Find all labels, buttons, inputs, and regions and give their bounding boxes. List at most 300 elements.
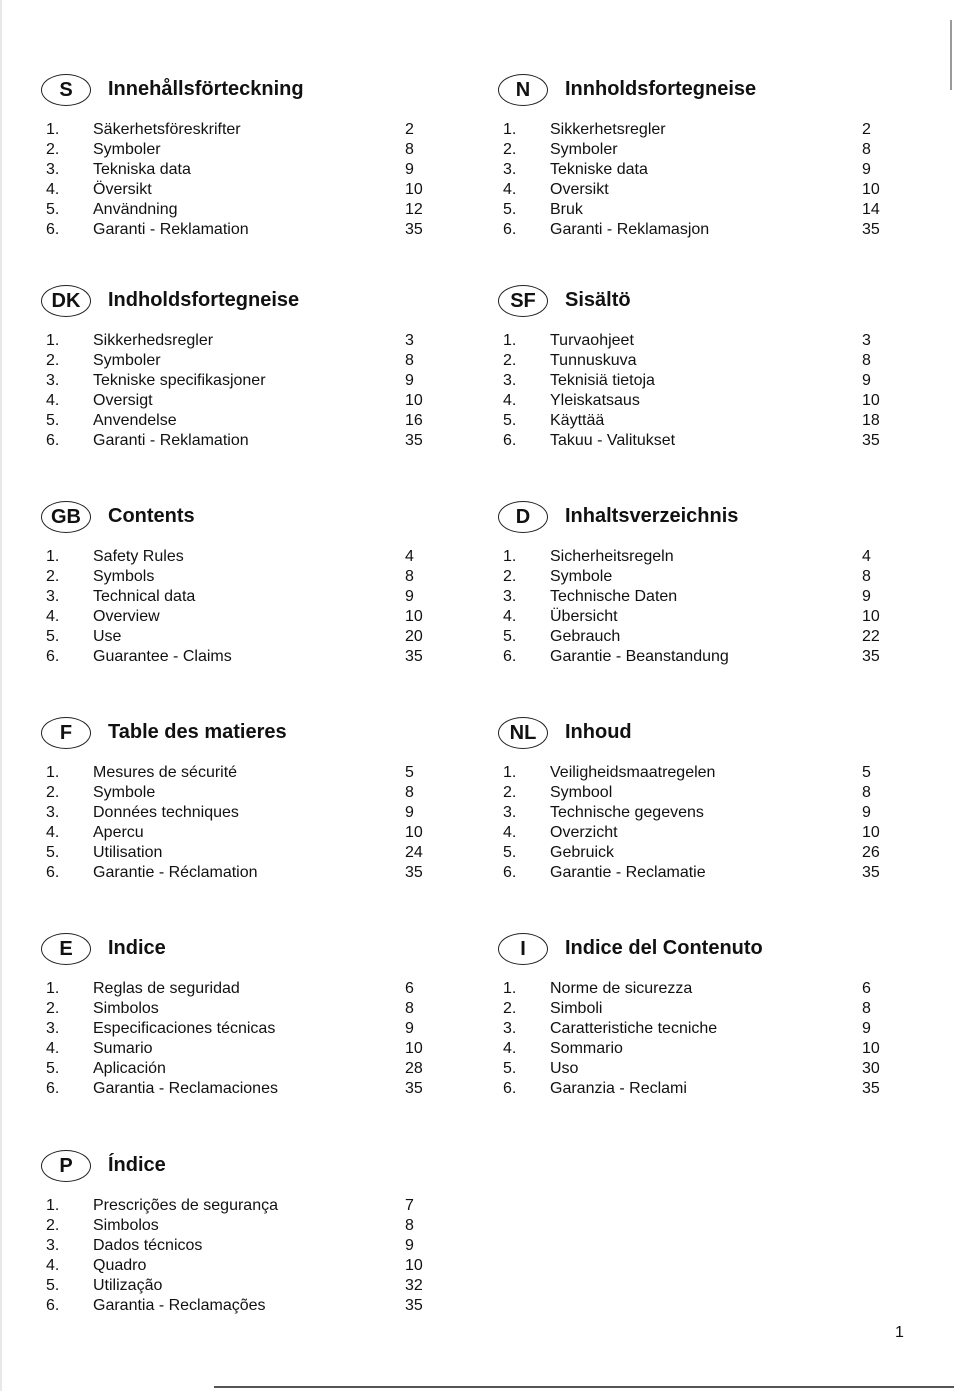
item-label: Användning <box>93 201 178 218</box>
item-page: 8 <box>862 568 871 585</box>
section-title: Indholdsfortegneise <box>108 289 300 311</box>
item-number: 6. <box>46 1080 60 1097</box>
section-title: Innholdsfortegneise <box>565 78 757 100</box>
item-page: 9 <box>862 161 871 178</box>
item-page: 9 <box>862 372 871 389</box>
item-number: 5. <box>46 844 60 861</box>
item-label: Turvaohjeet <box>550 332 634 349</box>
item-label: Données techniques <box>93 804 239 821</box>
item-page: 7 <box>405 1197 414 1214</box>
toc-row <box>498 1019 938 1039</box>
toc-row <box>498 220 938 240</box>
item-page: 3 <box>862 332 871 349</box>
item-label: Översikt <box>93 181 152 198</box>
item-label: Utilisation <box>93 844 163 861</box>
item-label: Garantie - Reclamatie <box>550 864 706 881</box>
section-header <box>41 933 481 973</box>
item-number: 5. <box>46 1277 60 1294</box>
item-label: Apercu <box>93 824 144 841</box>
item-label: Simboli <box>550 1000 603 1017</box>
item-page: 9 <box>862 1020 871 1037</box>
section-header <box>41 1150 481 1190</box>
item-page: 2 <box>862 121 871 138</box>
section-header <box>41 717 481 757</box>
toc-row <box>41 1039 481 1059</box>
section-title: Inhaltsverzeichnis <box>565 505 739 527</box>
item-number: 4. <box>46 1040 60 1057</box>
item-number: 1. <box>46 764 60 781</box>
page-bottom-rule <box>214 1386 954 1388</box>
item-page: 22 <box>862 628 880 645</box>
toc-row <box>41 411 481 431</box>
toc-row <box>498 351 938 371</box>
toc-row <box>498 371 938 391</box>
toc-row <box>41 1059 481 1079</box>
item-label: Säkerhetsföreskrifter <box>93 121 241 138</box>
toc-row <box>41 120 481 140</box>
toc-row <box>498 783 938 803</box>
item-number: 3. <box>503 588 517 605</box>
toc-row <box>498 979 938 999</box>
item-page: 8 <box>405 352 414 369</box>
item-number: 2. <box>503 352 517 369</box>
item-label: Tekniske specifikasjoner <box>93 372 266 389</box>
item-label: Sumario <box>93 1040 153 1057</box>
language-badge: NL <box>498 717 548 749</box>
item-number: 1. <box>503 121 517 138</box>
item-page: 32 <box>405 1277 423 1294</box>
language-badge: E <box>41 933 91 965</box>
toc-list <box>498 547 938 667</box>
item-page: 10 <box>405 392 423 409</box>
item-page: 5 <box>405 764 414 781</box>
item-number: 6. <box>503 432 517 449</box>
toc-row <box>498 411 938 431</box>
toc-row <box>41 1196 481 1216</box>
item-label: Dados técnicos <box>93 1237 203 1254</box>
toc-row <box>498 627 938 647</box>
item-label: Garantia - Reclamações <box>93 1297 266 1314</box>
language-badge: I <box>498 933 548 965</box>
section-header <box>41 501 481 541</box>
toc-row <box>41 1236 481 1256</box>
item-number: 4. <box>503 181 517 198</box>
item-page: 8 <box>862 784 871 801</box>
page-edge-left <box>0 0 2 1391</box>
toc-row <box>498 160 938 180</box>
toc-row <box>41 863 481 883</box>
language-badge: D <box>498 501 548 533</box>
toc-row <box>498 567 938 587</box>
item-number: 3. <box>46 1237 60 1254</box>
item-label: Symbole <box>550 568 613 585</box>
item-number: 5. <box>46 628 60 645</box>
toc-row <box>41 160 481 180</box>
item-number: 5. <box>503 201 517 218</box>
item-page: 35 <box>862 1080 880 1097</box>
item-page: 10 <box>862 608 880 625</box>
toc-row <box>498 431 938 451</box>
item-number: 4. <box>503 824 517 841</box>
item-number: 1. <box>46 121 60 138</box>
item-number: 4. <box>46 392 60 409</box>
language-badge: GB <box>41 501 91 533</box>
item-label: Sikkerhedsregler <box>93 332 214 349</box>
item-page: 8 <box>862 352 871 369</box>
toc-list <box>41 763 481 883</box>
section-title: Sisältö <box>565 289 631 311</box>
toc-row <box>498 607 938 627</box>
item-number: 6. <box>46 864 60 881</box>
item-number: 3. <box>503 161 517 178</box>
toc-row <box>41 180 481 200</box>
item-page: 8 <box>405 1217 414 1234</box>
item-label: Sikkerhetsregler <box>550 121 666 138</box>
item-label: Garantie - Réclamation <box>93 864 258 881</box>
item-number: 3. <box>46 161 60 178</box>
item-label: Symboler <box>93 141 161 158</box>
item-number: 3. <box>503 1020 517 1037</box>
language-badge: S <box>41 74 91 106</box>
item-page: 35 <box>405 648 423 665</box>
item-label: Caratteristiche tecniche <box>550 1020 718 1037</box>
item-number: 5. <box>46 1060 60 1077</box>
toc-row <box>498 843 938 863</box>
item-label: Overzicht <box>550 824 618 841</box>
item-number: 1. <box>503 548 517 565</box>
language-badge: F <box>41 717 91 749</box>
item-page: 8 <box>405 568 414 585</box>
item-page: 8 <box>862 1000 871 1017</box>
item-label: Garanti - Reklamation <box>93 432 249 449</box>
item-number: 3. <box>46 804 60 821</box>
toc-row <box>498 391 938 411</box>
item-number: 5. <box>503 1060 517 1077</box>
language-badge: N <box>498 74 548 106</box>
language-badge: SF <box>498 285 548 317</box>
item-page: 20 <box>405 628 423 645</box>
item-label: Symboler <box>93 352 161 369</box>
toc-row <box>41 567 481 587</box>
toc-row <box>41 607 481 627</box>
item-number: 2. <box>503 784 517 801</box>
item-label: Safety Rules <box>93 548 184 565</box>
toc-section-4 <box>41 501 481 665</box>
item-number: 2. <box>503 1000 517 1017</box>
toc-list <box>41 979 481 1099</box>
toc-list <box>498 120 938 240</box>
item-page: 16 <box>405 412 423 429</box>
page-number: 1 <box>895 1324 904 1341</box>
item-label: Übersicht <box>550 608 618 625</box>
item-number: 2. <box>503 141 517 158</box>
item-number: 2. <box>503 568 517 585</box>
item-number: 1. <box>503 764 517 781</box>
item-number: 1. <box>46 1197 60 1214</box>
item-label: Technische Daten <box>550 588 678 605</box>
section-header <box>498 717 938 757</box>
toc-section-7 <box>498 717 938 881</box>
item-number: 6. <box>46 432 60 449</box>
toc-row <box>498 823 938 843</box>
toc-section-10 <box>41 1150 481 1314</box>
toc-row <box>498 180 938 200</box>
item-number: 4. <box>503 608 517 625</box>
item-page: 35 <box>862 648 880 665</box>
item-page: 10 <box>405 181 423 198</box>
item-label: Garantie - Beanstandung <box>550 648 729 665</box>
item-page: 30 <box>862 1060 880 1077</box>
toc-row <box>41 371 481 391</box>
item-page: 35 <box>405 1080 423 1097</box>
item-label: Simbolos <box>93 1217 159 1234</box>
item-label: Technical data <box>93 588 196 605</box>
item-label: Oversikt <box>550 181 609 198</box>
toc-row <box>41 843 481 863</box>
toc-row <box>41 1256 481 1276</box>
section-header <box>41 285 481 325</box>
item-number: 2. <box>46 141 60 158</box>
toc-row <box>498 587 938 607</box>
item-number: 4. <box>503 1040 517 1057</box>
toc-row <box>41 647 481 667</box>
item-number: 4. <box>46 1257 60 1274</box>
item-number: 1. <box>503 332 517 349</box>
item-number: 4. <box>46 608 60 625</box>
item-page: 6 <box>862 980 871 997</box>
section-title: Innehållsförteckning <box>108 78 304 100</box>
item-label: Garanti - Reklamasjon <box>550 221 710 238</box>
toc-section-6 <box>41 717 481 881</box>
item-label: Reglas de seguridad <box>93 980 240 997</box>
item-page: 35 <box>405 864 423 881</box>
item-number: 2. <box>46 1217 60 1234</box>
section-title: Indice del Contenuto <box>565 937 763 959</box>
toc-row <box>498 140 938 160</box>
item-label: Aplicación <box>93 1060 166 1077</box>
toc-row <box>41 547 481 567</box>
toc-section-9 <box>498 933 938 1097</box>
toc-row <box>41 999 481 1019</box>
item-number: 5. <box>46 201 60 218</box>
item-label: Utilização <box>93 1277 163 1294</box>
item-page: 28 <box>405 1060 423 1077</box>
item-label: Sicherheitsregeln <box>550 548 674 565</box>
item-page: 24 <box>405 844 423 861</box>
item-number: 1. <box>46 548 60 565</box>
item-label: Symboler <box>550 141 618 158</box>
item-page: 10 <box>862 1040 880 1057</box>
section-title: Table des matieres <box>108 721 287 743</box>
toc-row <box>498 547 938 567</box>
item-page: 9 <box>405 1237 414 1254</box>
item-number: 1. <box>46 980 60 997</box>
toc-list <box>498 763 938 883</box>
language-badge: DK <box>41 285 91 317</box>
section-title: Contents <box>108 505 195 527</box>
toc-row <box>41 200 481 220</box>
toc-row <box>41 1079 481 1099</box>
toc-row <box>498 647 938 667</box>
toc-row <box>498 763 938 783</box>
item-page: 9 <box>405 804 414 821</box>
item-page: 4 <box>862 548 871 565</box>
item-number: 6. <box>46 1297 60 1314</box>
item-number: 4. <box>503 392 517 409</box>
toc-row <box>41 1276 481 1296</box>
item-page: 10 <box>405 824 423 841</box>
item-number: 5. <box>503 628 517 645</box>
item-number: 1. <box>46 332 60 349</box>
page-edge-right <box>950 20 952 90</box>
section-title: Inhoud <box>565 721 632 743</box>
toc-row <box>498 999 938 1019</box>
toc-list <box>498 979 938 1099</box>
item-page: 10 <box>862 181 880 198</box>
toc-row <box>41 140 481 160</box>
item-label: Guarantee - Claims <box>93 648 232 665</box>
item-page: 8 <box>405 1000 414 1017</box>
item-page: 26 <box>862 844 880 861</box>
toc-list <box>41 547 481 667</box>
item-label: Garanti - Reklamation <box>93 221 249 238</box>
item-label: Tunnuskuva <box>550 352 637 369</box>
item-page: 9 <box>862 588 871 605</box>
item-label: Sommario <box>550 1040 623 1057</box>
toc-row <box>41 763 481 783</box>
toc-list <box>41 120 481 240</box>
toc-row <box>41 1296 481 1316</box>
section-header <box>41 74 481 114</box>
item-number: 4. <box>46 824 60 841</box>
toc-section-2 <box>41 285 481 449</box>
item-number: 6. <box>46 648 60 665</box>
toc-row <box>41 587 481 607</box>
item-label: Tekniska data <box>93 161 191 178</box>
item-label: Mesures de sécurité <box>93 764 238 781</box>
item-page: 8 <box>862 141 871 158</box>
item-page: 6 <box>405 980 414 997</box>
item-number: 3. <box>503 372 517 389</box>
item-page: 35 <box>862 864 880 881</box>
item-label: Anvendelse <box>93 412 177 429</box>
item-label: Käyttää <box>550 412 605 429</box>
item-page: 9 <box>405 161 414 178</box>
toc-section-0 <box>41 74 481 238</box>
item-number: 6. <box>503 864 517 881</box>
toc-row <box>41 431 481 451</box>
item-page: 8 <box>405 141 414 158</box>
section-title: Índice <box>108 1154 166 1176</box>
item-page: 8 <box>405 784 414 801</box>
item-page: 12 <box>405 201 423 218</box>
item-page: 35 <box>405 432 423 449</box>
section-header <box>498 501 938 541</box>
item-label: Veiligheidsmaatregelen <box>550 764 716 781</box>
item-page: 10 <box>405 1257 423 1274</box>
item-page: 10 <box>862 824 880 841</box>
item-number: 5. <box>503 412 517 429</box>
item-label: Symbool <box>550 784 613 801</box>
item-page: 35 <box>405 221 423 238</box>
toc-row <box>41 1019 481 1039</box>
item-label: Garantia - Reclamaciones <box>93 1080 278 1097</box>
item-number: 2. <box>46 568 60 585</box>
item-number: 6. <box>46 221 60 238</box>
item-label: Especificaciones técnicas <box>93 1020 276 1037</box>
item-page: 10 <box>405 608 423 625</box>
item-label: Gebruick <box>550 844 615 861</box>
item-page: 9 <box>405 372 414 389</box>
item-label: Teknisiä tietoja <box>550 372 655 389</box>
item-label: Symbole <box>93 784 156 801</box>
item-number: 3. <box>503 804 517 821</box>
item-number: 3. <box>46 1020 60 1037</box>
section-header <box>498 74 938 114</box>
item-number: 5. <box>46 412 60 429</box>
section-header <box>498 285 938 325</box>
item-page: 18 <box>862 412 880 429</box>
item-label: Simbolos <box>93 1000 159 1017</box>
toc-section-1 <box>498 74 938 238</box>
toc-row <box>41 979 481 999</box>
toc-row <box>41 1216 481 1236</box>
item-label: Norme de sicurezza <box>550 980 693 997</box>
item-number: 6. <box>503 648 517 665</box>
item-label: Garanzia - Reclami <box>550 1080 687 1097</box>
toc-list <box>41 1196 481 1316</box>
item-number: 2. <box>46 352 60 369</box>
toc-row <box>498 1079 938 1099</box>
toc-row <box>41 627 481 647</box>
item-page: 35 <box>405 1297 423 1314</box>
item-number: 3. <box>46 588 60 605</box>
toc-row <box>41 351 481 371</box>
item-page: 4 <box>405 548 414 565</box>
section-header <box>498 933 938 973</box>
item-label: Gebrauch <box>550 628 621 645</box>
item-page: 35 <box>862 432 880 449</box>
item-number: 4. <box>46 181 60 198</box>
item-label: Prescrições de segurança <box>93 1197 278 1214</box>
toc-row <box>41 803 481 823</box>
toc-row <box>498 803 938 823</box>
toc-list <box>498 331 938 451</box>
toc-row <box>498 120 938 140</box>
item-number: 6. <box>503 221 517 238</box>
item-page: 9 <box>862 804 871 821</box>
item-page: 9 <box>405 588 414 605</box>
item-label: Overview <box>93 608 160 625</box>
toc-section-3 <box>498 285 938 449</box>
language-badge: P <box>41 1150 91 1182</box>
item-label: Uso <box>550 1060 579 1077</box>
item-page: 3 <box>405 332 414 349</box>
toc-row <box>498 1059 938 1079</box>
item-page: 5 <box>862 764 871 781</box>
toc-row <box>498 200 938 220</box>
toc-row <box>41 331 481 351</box>
item-number: 6. <box>503 1080 517 1097</box>
item-page: 14 <box>862 201 880 218</box>
toc-section-8 <box>41 933 481 1097</box>
toc-row <box>41 391 481 411</box>
item-page: 10 <box>405 1040 423 1057</box>
item-number: 2. <box>46 784 60 801</box>
item-label: Takuu - Valitukset <box>550 432 676 449</box>
section-title: Indice <box>108 937 166 959</box>
item-page: 35 <box>862 221 880 238</box>
